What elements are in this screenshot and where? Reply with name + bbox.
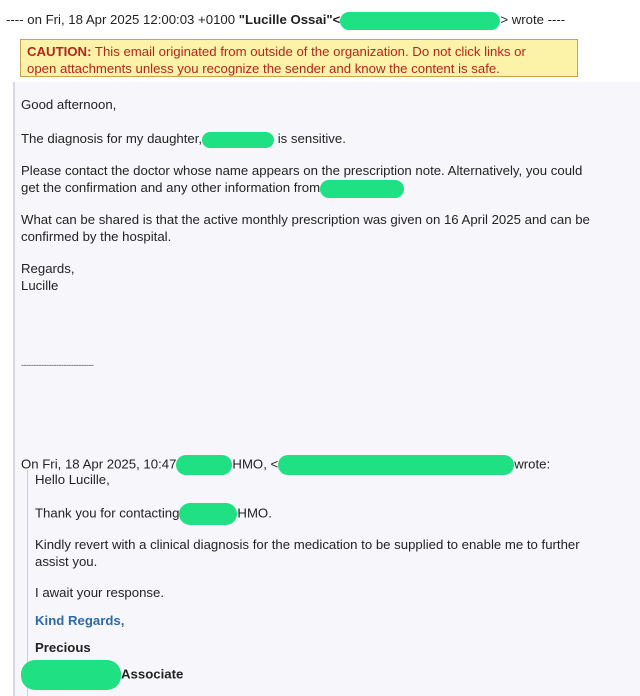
redacted-sender-email xyxy=(340,12,500,30)
caution-label: CAUTION: xyxy=(27,44,92,59)
redacted-organization-2 xyxy=(179,503,237,525)
shared-line-2: confirmed by the hospital. xyxy=(21,229,172,244)
contact-line-1: Please contact the doctor whose name appears on the prescription note. Alternatively, you could xyxy=(21,163,583,178)
signoff-name: Lucille xyxy=(21,278,59,293)
shared-line-1: What can be shared is that the active monthly prescription was given on 16 April 2025 and can be xyxy=(21,212,590,227)
redacted-daughter-name xyxy=(202,132,274,148)
signature-separator: ----------------------------- xyxy=(21,360,94,370)
revert-line-2: assist you. xyxy=(35,554,98,569)
sender-name: "Lucille Ossai"< xyxy=(238,12,341,27)
revert-line-1: Kindly revert with a clinical diagnosis for the medication to be supplied to enable me to further xyxy=(35,537,580,552)
redacted-hospital-name xyxy=(320,180,404,198)
reply-header: On Fri, 18 Apr 2025, 10:47 HMO, < wrote: xyxy=(21,455,550,475)
caution-text-1: This email originated from outside of the organization. Do not click links or xyxy=(91,44,526,59)
reply-greeting: Hello Lucille, xyxy=(35,472,110,487)
signer-role-line: Associate xyxy=(21,660,183,690)
regards: Regards, xyxy=(21,261,75,276)
caution-banner xyxy=(20,39,578,77)
signer-name: Precious xyxy=(35,640,91,655)
diagnosis-line: The diagnosis for my daughter, is sensitive. xyxy=(21,131,346,146)
forward-header: ---- on Fri, 18 Apr 2025 12:00:03 +0100 "Lucille Ossai"< > wrote ---- xyxy=(6,11,565,30)
redacted-signer-org xyxy=(21,660,121,690)
contact-line-2: get the confirmation and any other information from xyxy=(21,179,404,198)
kind-regards: Kind Regards, xyxy=(35,613,125,628)
await-line: I await your response. xyxy=(35,585,165,600)
greeting: Good afternoon, xyxy=(21,97,117,112)
caution-text-2: open attachments unless you recognize the sender and know the content is safe. xyxy=(27,61,500,76)
thanks-line: Thank you for contacting HMO. xyxy=(35,503,272,525)
